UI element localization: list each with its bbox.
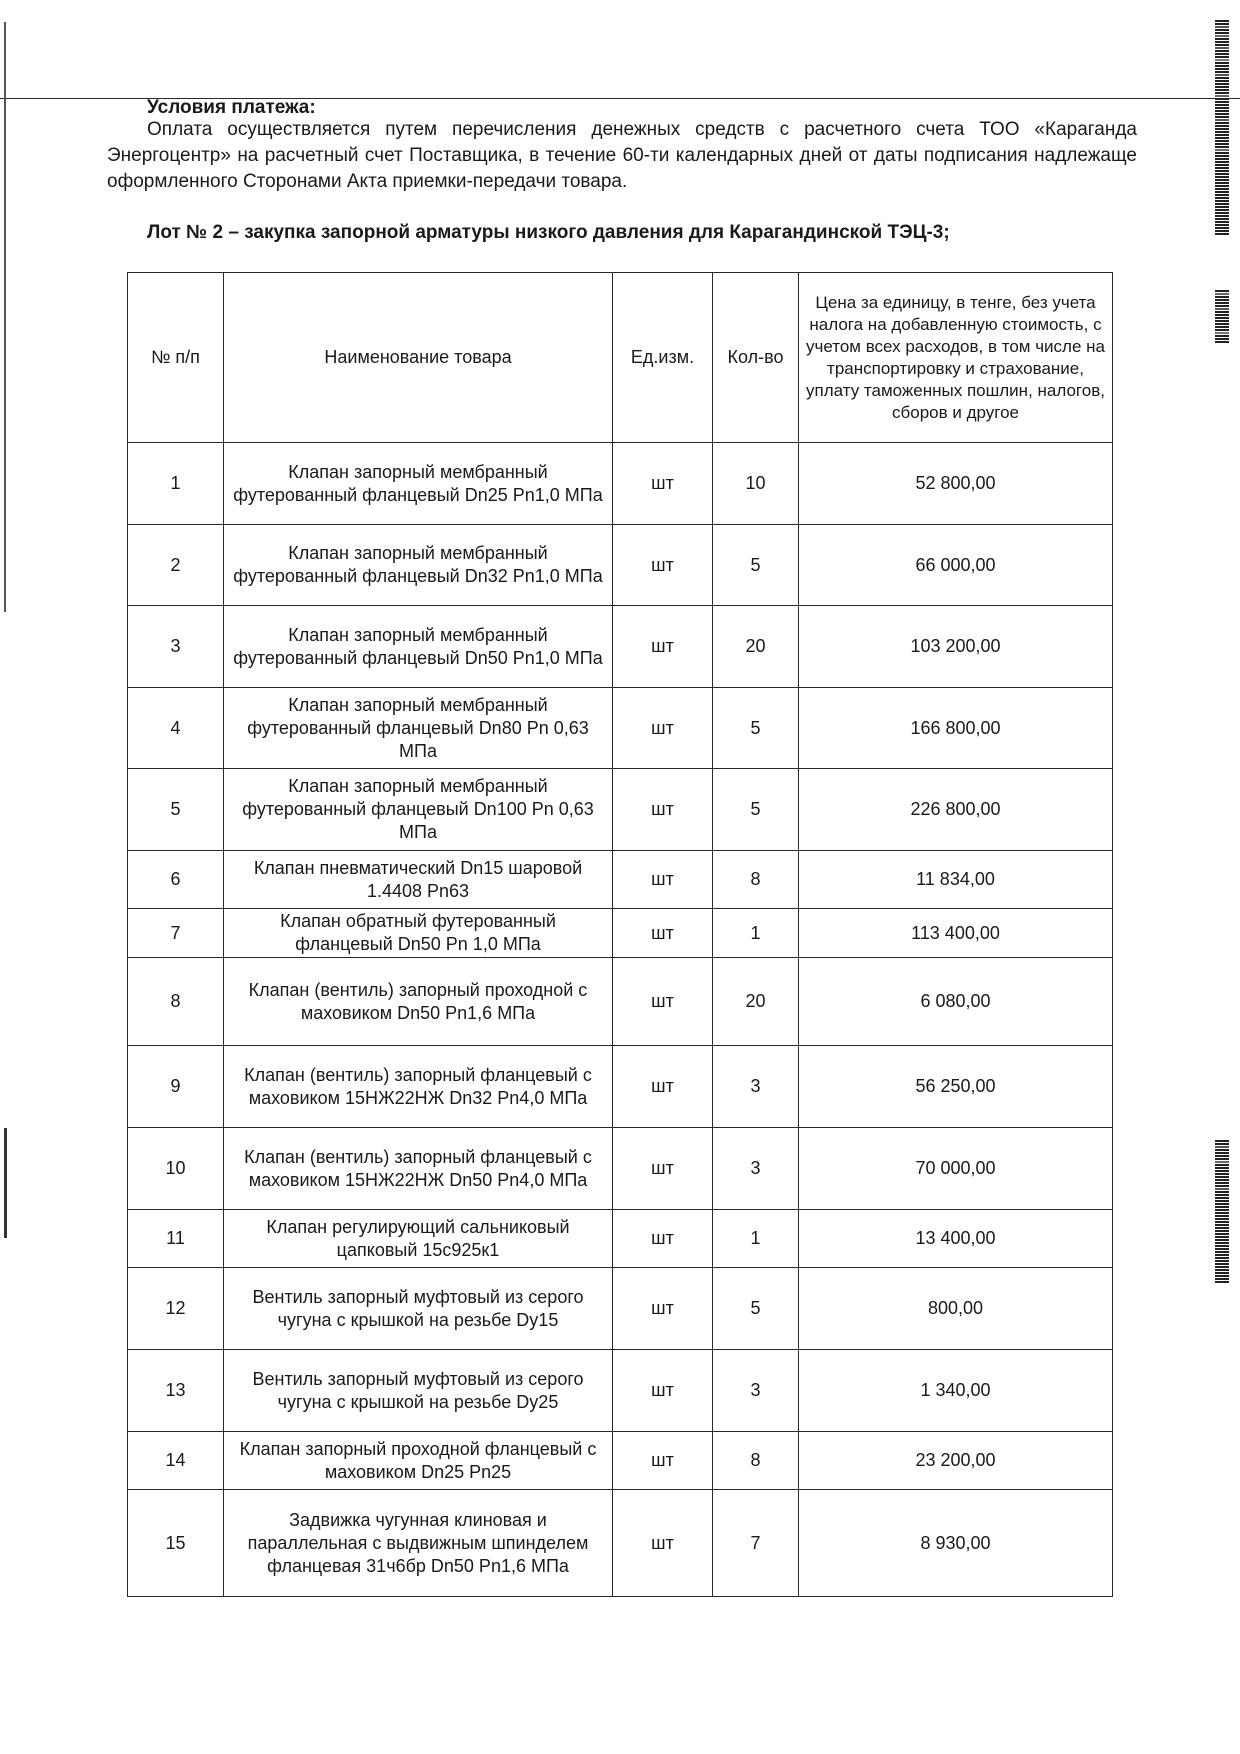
- cell-num: 14: [128, 1432, 224, 1490]
- table-row: [128, 606, 1113, 688]
- table-row: [128, 1490, 1113, 1597]
- cell-price: 800,00: [799, 1268, 1113, 1350]
- cell-num: 15: [128, 1490, 224, 1597]
- cell-unit: шт: [613, 1490, 713, 1597]
- cell-num: 7: [128, 909, 224, 958]
- cell-unit: шт: [613, 1268, 713, 1350]
- scan-margin-mark: [4, 1128, 7, 1238]
- table-row: [128, 525, 1113, 606]
- scan-barcode-strip: [1215, 20, 1229, 236]
- cell-name: Клапан запорный мембранный футерованный фланцевый Dn50 Pn1,0 МПа: [224, 606, 613, 688]
- table-row: [128, 1350, 1113, 1432]
- cell-price: 113 400,00: [799, 909, 1113, 958]
- cell-qty: 8: [713, 1432, 799, 1490]
- header-name: Наименование товара: [224, 273, 613, 443]
- cell-num: 9: [128, 1046, 224, 1128]
- cell-qty: 10: [713, 443, 799, 525]
- cell-price: 23 200,00: [799, 1432, 1113, 1490]
- cell-price: 6 080,00: [799, 958, 1113, 1046]
- cell-name: Клапан пневматический Dn15 шаровой 1.4408 Pn63: [224, 851, 613, 909]
- cell-num: 12: [128, 1268, 224, 1350]
- cell-num: 4: [128, 688, 224, 769]
- cell-unit: шт: [613, 443, 713, 525]
- cell-num: 10: [128, 1128, 224, 1210]
- cell-qty: 5: [713, 688, 799, 769]
- table-row: [128, 769, 1113, 851]
- cell-num: 2: [128, 525, 224, 606]
- cell-qty: 3: [713, 1128, 799, 1210]
- cell-unit: шт: [613, 688, 713, 769]
- cell-qty: 3: [713, 1046, 799, 1128]
- scan-barcode-strip: [1215, 1140, 1229, 1284]
- table-row: [128, 443, 1113, 525]
- table-row: [128, 1432, 1113, 1490]
- cell-name: Вентиль запорный муфтовый из серого чугуна с крышкой на резьбе Dy25: [224, 1350, 613, 1432]
- payment-terms-heading: Условия платежа:: [147, 97, 316, 118]
- cell-num: 3: [128, 606, 224, 688]
- cell-unit: шт: [613, 769, 713, 851]
- header-num: № п/п: [128, 273, 224, 443]
- table-row: [128, 851, 1113, 909]
- cell-num: 13: [128, 1350, 224, 1432]
- lot-title: Лот № 2 – закупка запорной арматуры низкого давления для Карагандинской ТЭЦ-3;: [147, 222, 950, 243]
- header-qty: Кол-во: [713, 273, 799, 443]
- cell-unit: шт: [613, 851, 713, 909]
- cell-num: 1: [128, 443, 224, 525]
- cell-name: Клапан запорный мембранный футерованный фланцевый Dn80 Pn 0,63 МПа: [224, 688, 613, 769]
- cell-num: 8: [128, 958, 224, 1046]
- table-row: [128, 909, 1113, 958]
- goods-table: [127, 272, 1113, 1597]
- cell-name: Клапан регулирующий сальниковый цапковый 15с925к1: [224, 1210, 613, 1268]
- cell-name: Клапан (вентиль) запорный проходной с маховиком Dn50 Pn1,6 МПа: [224, 958, 613, 1046]
- scan-margin-mark: [4, 22, 6, 612]
- cell-name: Задвижка чугунная клиновая и параллельная с выдвижным шпинделем фланцевая 31ч6бр Dn50 Pn1,6 МПа: [224, 1490, 613, 1597]
- cell-price: 1 340,00: [799, 1350, 1113, 1432]
- cell-qty: 7: [713, 1490, 799, 1597]
- cell-qty: 1: [713, 909, 799, 958]
- cell-unit: шт: [613, 1210, 713, 1268]
- cell-qty: 3: [713, 1350, 799, 1432]
- table-header-row: [128, 273, 1113, 443]
- cell-price: 11 834,00: [799, 851, 1113, 909]
- cell-price: 103 200,00: [799, 606, 1113, 688]
- table-row: [128, 958, 1113, 1046]
- cell-unit: шт: [613, 1432, 713, 1490]
- cell-qty: 5: [713, 1268, 799, 1350]
- cell-num: 6: [128, 851, 224, 909]
- cell-price: 13 400,00: [799, 1210, 1113, 1268]
- cell-name: Клапан запорный мембранный футерованный фланцевый Dn25 Pn1,0 МПа: [224, 443, 613, 525]
- cell-price: 70 000,00: [799, 1128, 1113, 1210]
- cell-name: Клапан запорный мембранный футерованный фланцевый Dn100 Pn 0,63 МПа: [224, 769, 613, 851]
- cell-price: 66 000,00: [799, 525, 1113, 606]
- cell-name: Клапан (вентиль) запорный фланцевый с маховиком 15НЖ22НЖ Dn32 Pn4,0 МПа: [224, 1046, 613, 1128]
- cell-unit: шт: [613, 958, 713, 1046]
- cell-price: 56 250,00: [799, 1046, 1113, 1128]
- table-row: [128, 1046, 1113, 1128]
- cell-price: 166 800,00: [799, 688, 1113, 769]
- cell-unit: шт: [613, 909, 713, 958]
- cell-qty: 5: [713, 525, 799, 606]
- cell-qty: 8: [713, 851, 799, 909]
- payment-terms-text: Оплата осуществляется путем перечисления денежных средств с расчетного счета ТОО «Караганда Энергоцентр» на расчетный счет Поставщика, в течение 60-ти календарных дней от даты подписания надлежаще оформленного Сторонами Акта приемки-передачи товара.: [107, 119, 1137, 192]
- header-unit: Ед.изм.: [613, 273, 713, 443]
- cell-unit: шт: [613, 1128, 713, 1210]
- cell-name: Клапан запорный проходной фланцевый с маховиком Dn25 Pn25: [224, 1432, 613, 1490]
- cell-name: Вентиль запорный муфтовый из серого чугуна с крышкой на резьбе Dy15: [224, 1268, 613, 1350]
- cell-qty: 20: [713, 606, 799, 688]
- table-row: [128, 1210, 1113, 1268]
- cell-name: Клапан (вентиль) запорный фланцевый с маховиком 15НЖ22НЖ Dn50 Pn4,0 МПа: [224, 1128, 613, 1210]
- cell-qty: 1: [713, 1210, 799, 1268]
- scan-barcode-strip: [1215, 290, 1229, 344]
- cell-unit: шт: [613, 1046, 713, 1128]
- header-price: Цена за единицу, в тенге, без учета налога на добавленную стоимость, с учетом всех расходов, в том числе на транспортировку и страхование, уплату таможенных пошлин, налогов, сборов и другое: [799, 273, 1113, 443]
- table-row: [128, 1268, 1113, 1350]
- cell-price: 52 800,00: [799, 443, 1113, 525]
- table-row: [128, 1128, 1113, 1210]
- cell-num: 11: [128, 1210, 224, 1268]
- cell-unit: шт: [613, 1350, 713, 1432]
- cell-qty: 20: [713, 958, 799, 1046]
- cell-price: 8 930,00: [799, 1490, 1113, 1597]
- table-row: [128, 688, 1113, 769]
- cell-unit: шт: [613, 525, 713, 606]
- cell-num: 5: [128, 769, 224, 851]
- cell-name: Клапан запорный мембранный футерованный фланцевый Dn32 Pn1,0 МПа: [224, 525, 613, 606]
- cell-price: 226 800,00: [799, 769, 1113, 851]
- cell-name: Клапан обратный футерованный фланцевый Dn50 Pn 1,0 МПа: [224, 909, 613, 958]
- cell-qty: 5: [713, 769, 799, 851]
- cell-unit: шт: [613, 606, 713, 688]
